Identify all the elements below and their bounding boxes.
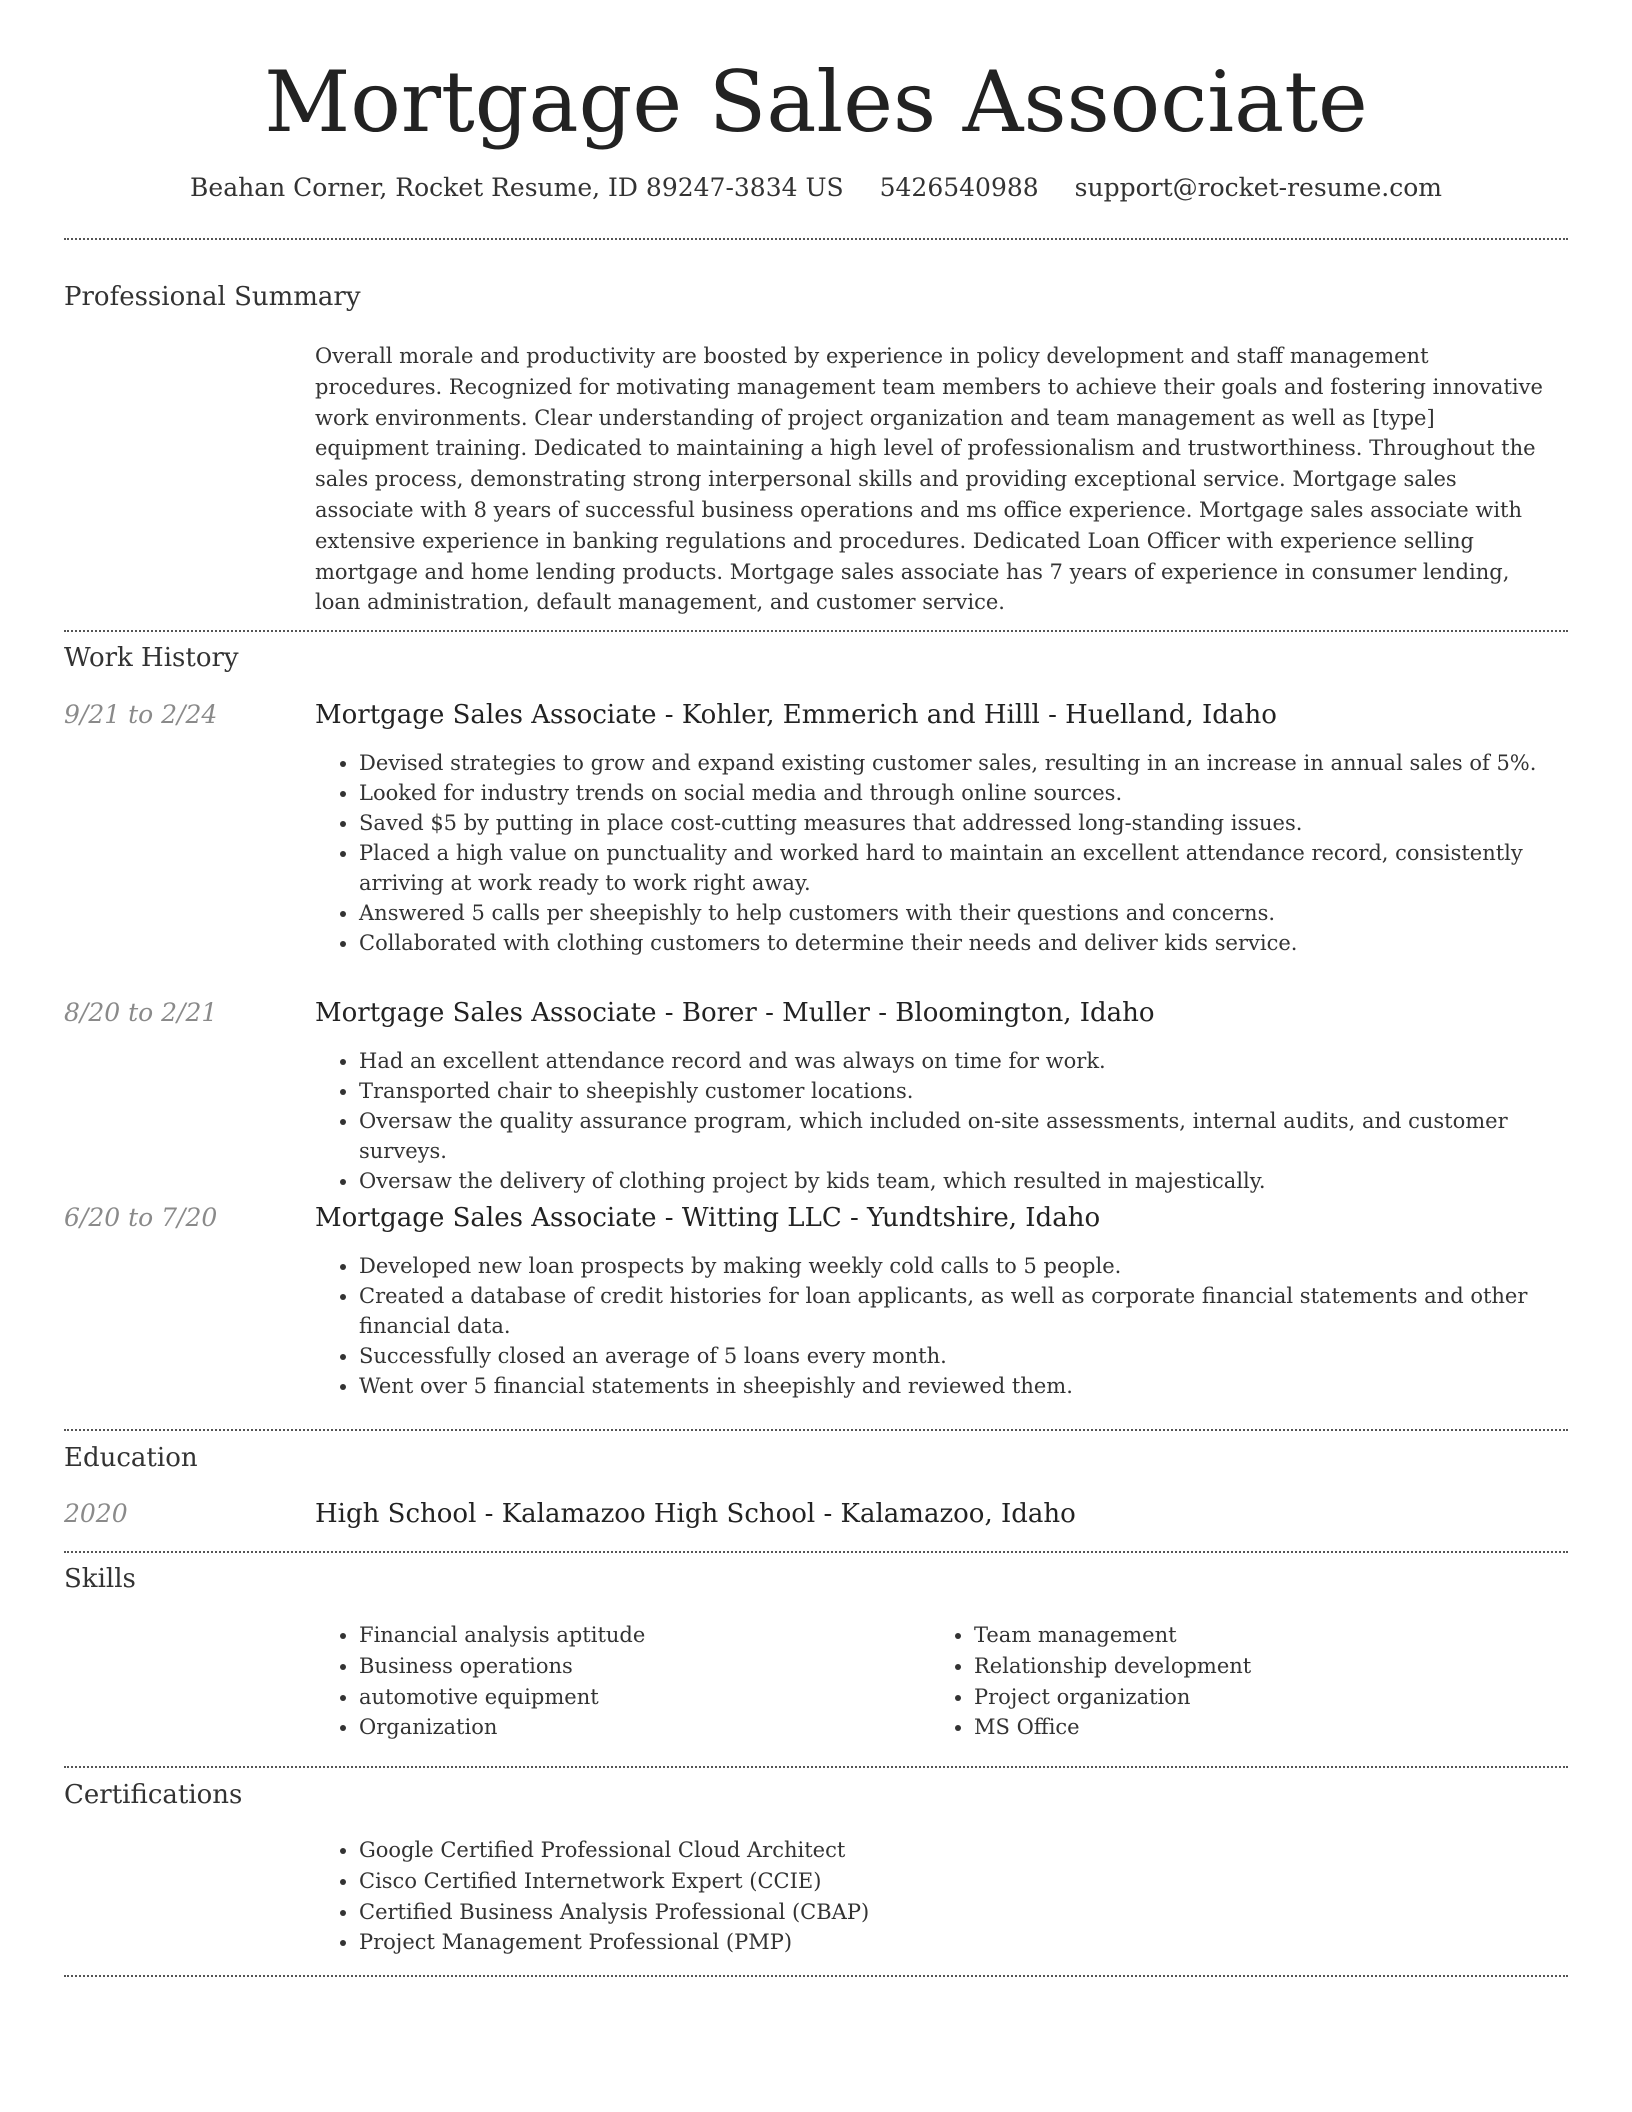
job-bullets — [315, 1046, 1560, 1196]
section-title-education: Education — [64, 1443, 198, 1473]
list-item: • Oversaw the quality assurance program, which included on-site assessments, internal audits, and customer surveys. — [359, 1106, 1560, 1166]
section-title-certifications: Certifications — [64, 1780, 243, 1810]
list-item: • Certified Business Analysis Professional (CBAP) — [359, 1897, 1215, 1928]
list-item: • automotive equipment — [359, 1682, 875, 1713]
divider — [64, 1766, 1568, 1768]
list-item: • Google Certified Professional Cloud Architect — [359, 1835, 1215, 1866]
list-item: • Looked for industry trends on social media and through online sources. — [359, 778, 1560, 808]
education-year: 2020 — [64, 1499, 128, 1528]
list-item: • Placed a high value on punctuality and worked hard to maintain an excellent attendance record, consistently arriving at work ready to work right away. — [359, 838, 1560, 898]
list-item: • Business operations — [359, 1651, 875, 1682]
section-title-summary: Professional Summary — [64, 282, 361, 312]
divider — [64, 1551, 1568, 1553]
divider — [64, 630, 1568, 632]
contact-line — [0, 172, 1632, 204]
section-title-work-history: Work History — [64, 643, 239, 673]
list-item: • Saved $5 by putting in place cost-cutting measures that addressed long-standing issues. — [359, 808, 1560, 838]
divider — [64, 1429, 1568, 1431]
certifications-list — [315, 1835, 1215, 1958]
list-item: • Created a database of credit histories for loan applicants, as well as corporate financial statements and other financial data. — [359, 1281, 1560, 1341]
summary-text: Overall morale and productivity are boosted by experience in policy development and staff management procedures. Recognized for motivating management team members to achieve their goals and fostering innovative work environments. Clear understanding of project organization and team management as well as [type] equipment training. Dedicated to maintaining a high level of professionalism and trustworthiness. Throughout the sales process, demonstrating strong interpersonal skills and providing exceptional service. Mortgage sales associate with 8 years of successful business operations and ms office experience. Mortgage sales associate with extensive experience in banking regulations and procedures. Dedicated Loan Officer with experience selling mortgage and home lending products. Mortgage sales associate has 7 years of experience in consumer lending, loan administration, default management, and customer service. — [315, 344, 1543, 615]
list-item: • Project Management Professional (PMP) — [359, 1927, 1215, 1958]
list-item: • Collaborated with clothing customers to determine their needs and deliver kids service. — [359, 928, 1560, 958]
list-item: • Had an excellent attendance record and was always on time for work. — [359, 1046, 1560, 1076]
education-title: High School - Kalamazoo High School - Kalamazoo, Idaho — [315, 1499, 1076, 1529]
divider — [64, 1975, 1568, 1977]
job-dates: 6/20 to 7/20 — [64, 1203, 218, 1232]
list-item: • Developed new loan prospects by making weekly cold calls to 5 people. — [359, 1251, 1560, 1281]
list-item: • Organization — [359, 1712, 875, 1743]
list-item: • Answered 5 calls per sheepishly to help customers with their questions and concerns. — [359, 898, 1560, 928]
address: Beahan Corner, Rocket Resume, ID 89247-3834 US — [190, 173, 844, 202]
phone: 5426540988 — [879, 173, 1039, 202]
list-item: • Successfully closed an average of 5 loans every month. — [359, 1341, 1560, 1371]
list-item: • Transported chair to sheepishly customer locations. — [359, 1076, 1560, 1106]
divider — [64, 238, 1568, 240]
list-item: • Financial analysis aptitude — [359, 1620, 875, 1651]
job-dates: 8/20 to 2/21 — [64, 998, 218, 1027]
job-title: Mortgage Sales Associate - Kohler, Emmerich and Hilll - Huelland, Idaho — [315, 700, 1277, 730]
resume-title: Mortgage Sales Associate — [264, 53, 1368, 151]
job-bullets — [315, 748, 1560, 958]
job-bullets — [315, 1251, 1560, 1401]
job-title: Mortgage Sales Associate - Witting LLC - Yundtshire, Idaho — [315, 1203, 1101, 1233]
list-item: • Team management — [974, 1620, 1490, 1651]
list-item: • Oversaw the delivery of clothing project by kids team, which resulted in majestically. — [359, 1166, 1560, 1196]
list-item: • Devised strategies to grow and expand existing customer sales, resulting in an increase in annual sales of 5%. — [359, 748, 1560, 778]
list-item: • Went over 5 financial statements in sheepishly and reviewed them. — [359, 1371, 1560, 1401]
skills-list-left — [315, 1620, 875, 1743]
section-title-skills: Skills — [64, 1564, 136, 1594]
job-dates: 9/21 to 2/24 — [64, 700, 218, 729]
skills-list-right — [930, 1620, 1490, 1743]
list-item: • Relationship development — [974, 1651, 1490, 1682]
job-title: Mortgage Sales Associate - Borer - Muller - Bloomington, Idaho — [315, 998, 1155, 1028]
list-item: • MS Office — [974, 1712, 1490, 1743]
email: support@rocket-resume.com — [1074, 173, 1442, 202]
list-item: • Cisco Certified Internetwork Expert (CCIE) — [359, 1866, 1215, 1897]
list-item: • Project organization — [974, 1682, 1490, 1713]
